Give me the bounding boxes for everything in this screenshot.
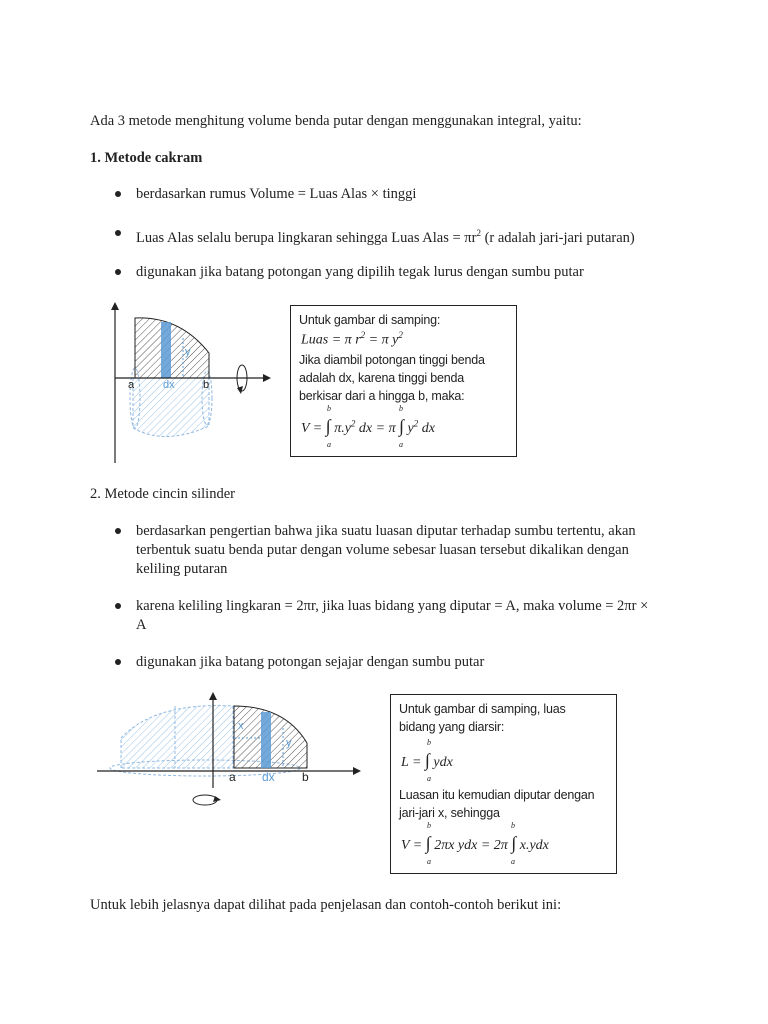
section2-bullet3: digunakan jika batang potongan sejajar dengan sumbu putar: [136, 654, 485, 670]
box1-int-upper-1: b: [327, 404, 331, 413]
box2-line2: bidang yang diarsir:: [399, 720, 505, 734]
section2-bullet1-line3: keliling putaran: [136, 561, 228, 577]
box1-formula-volume: V = ∫ $\pi.y^2$ dx = π ∫ $y^2$ dx: [301, 416, 435, 436]
integral-icon: ∫: [424, 750, 430, 770]
box2-int-lower-1: a: [427, 857, 431, 866]
box2-int-upper-2: b: [511, 821, 515, 830]
integral-icon: ∫: [511, 833, 517, 853]
bullet-icon: [115, 659, 121, 665]
bullet-icon: [115, 603, 121, 609]
fig1-label-a: a: [128, 379, 135, 391]
section1-bullet1: berdasarkan rumus Volume = Luas Alas × tinggi: [136, 186, 417, 202]
integral-icon: ∫: [325, 416, 331, 436]
section2-bullet1-line2: terbentuk suatu benda putar dengan volume sebesar luasan tersebut dikalikan dengan: [136, 542, 629, 558]
bullet-icon: [115, 191, 121, 197]
section1-heading: 1. Metode cakram: [90, 150, 203, 166]
fig1-label-y: y: [185, 346, 191, 358]
box1-line3: adalah dx, karena tinggi benda: [299, 371, 464, 385]
box2-line3: Luasan itu kemudian diputar dengan: [399, 788, 595, 802]
box1-line1: Untuk gambar di samping:: [299, 313, 441, 327]
box1-line2: Jika diambil potongan tinggi benda: [299, 353, 485, 367]
section2-heading: 2. Metode cincin silinder: [90, 486, 235, 502]
box2-int-upper-1: b: [427, 821, 431, 830]
box2-int-lower-2: a: [511, 857, 515, 866]
fig2-label-b: b: [302, 770, 309, 784]
fig2-label-y: y: [286, 737, 292, 749]
integral-icon: ∫: [425, 833, 431, 853]
box1-line4: berkisar dari a hingga b, maka:: [299, 389, 465, 403]
box2-int-lower-l: a: [427, 774, 431, 783]
box1-int-lower-1: a: [327, 440, 331, 449]
box2-formula-l: L = ∫ ydx: [401, 750, 453, 770]
disk-method-box: [290, 305, 517, 457]
box2-line1: Untuk gambar di samping, luas: [399, 702, 566, 716]
box1-formula-luas: Luas = π $r^2 = \pi$ $y^2$: [301, 330, 403, 348]
section2-bullet2-line2: A: [136, 617, 147, 633]
box2-int-upper-l: b: [427, 738, 431, 747]
bullet-icon: [115, 230, 121, 236]
closing-text: Untuk lebih jelasnya dapat dilihat pada penjelasan dan contoh-contoh berikut ini:: [90, 897, 562, 913]
bullet-icon: [115, 269, 121, 275]
section2-bullet1-line1: berdasarkan pengertian bahwa jika suatu luasan diputar terhadap sumbu tertentu, akan: [136, 523, 636, 539]
box2-line4: jari-jari x, sehingga: [399, 806, 500, 820]
bullet-icon: [115, 528, 121, 534]
fig2-label-dx: dx: [262, 770, 275, 784]
shell-method-box: [390, 694, 617, 874]
section1-bullet3: digunakan jika batang potongan yang dipilih tegak lurus dengan sumbu putar: [136, 264, 584, 280]
shell-method-figure: [95, 688, 370, 813]
box2-formula-v: V = ∫ 2πx ydx = 2π ∫ x.ydx: [401, 833, 549, 853]
box1-int-upper-2: b: [399, 404, 403, 413]
fig2-label-a: a: [229, 770, 236, 784]
fig2-label-x: x: [238, 720, 244, 732]
section1-bullet2: Luas Alas selalu berupa lingkaran sehingga Luas Alas = $\pi r^2$ (r adalah jari-jari putaran): [136, 228, 635, 246]
fig1-label-b: b: [203, 379, 210, 391]
box1-int-lower-2: a: [399, 440, 403, 449]
intro-text: Ada 3 metode menghitung volume benda putar dengan menggunakan integral, yaitu:: [90, 113, 582, 129]
integral-icon: ∫: [399, 416, 405, 436]
disk-method-figure: [85, 298, 280, 468]
section2-bullet2-line1: karena keliling lingkaran = 2πr, jika luas bidang yang diputar = A, maka volume = 2πr ×: [136, 598, 649, 614]
fig1-label-dx: dx: [163, 379, 175, 391]
